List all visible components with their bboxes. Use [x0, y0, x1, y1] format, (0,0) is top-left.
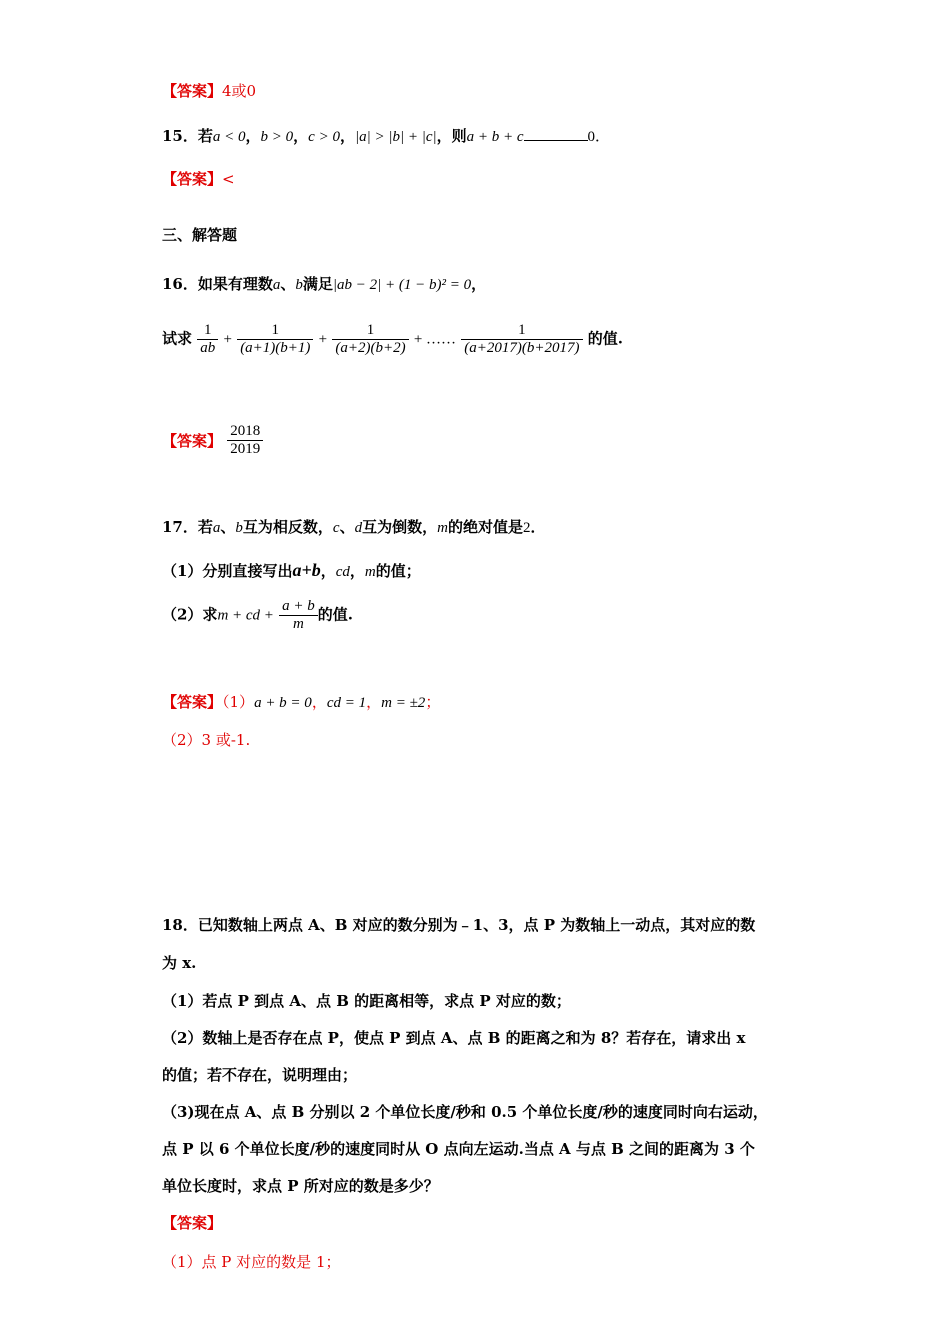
q18-answer-line-1 [162, 1251, 341, 1272]
separator: 、 [280, 275, 296, 293]
var-c: c [332, 520, 340, 536]
var-a: a [272, 277, 281, 293]
answer-blank [524, 126, 588, 141]
part-tail: 的值. [317, 605, 354, 624]
question-number: 16． [162, 275, 198, 293]
question-17-part-2 [162, 598, 353, 633]
answer-tag: 【答案】 [162, 170, 223, 188]
condition-a: a < 0 [212, 129, 246, 145]
question-tail: 0． [587, 129, 611, 145]
fraction-denominator: (a+1)(b+1) [240, 340, 311, 356]
question-18-line [162, 990, 571, 1011]
question-text: 如果有理数 [197, 275, 273, 293]
question-text: 若 [197, 518, 213, 536]
fraction-numerator: 2018 [227, 423, 263, 441]
q18-answer [162, 1212, 222, 1233]
answer-text: （1）点 P 对应的数是 1； [162, 1253, 341, 1271]
question-text: （3)现在点 A、点 B 分别以 2 个单位长度/秒和 0.5 个单位长度/秒的速度同时向右运动， [162, 1103, 768, 1121]
question-18-line [162, 1027, 745, 1048]
answer-tag: 【答案】 [162, 432, 223, 450]
fraction-numerator: 1 [461, 322, 582, 340]
q16-answer [162, 423, 263, 458]
fraction-2 [237, 322, 313, 357]
separator: ， [366, 693, 382, 711]
fraction [279, 598, 318, 633]
answer-tag: 【答案】 [162, 82, 223, 100]
var-m: m [364, 564, 376, 580]
var-a: a [212, 520, 221, 536]
question-17 [162, 516, 546, 537]
answer-expression-1: a + b = 0 [254, 695, 312, 711]
separator: ； [425, 693, 441, 711]
fraction-denominator: 2019 [230, 441, 261, 457]
question-text: 18．已知数轴上两点 A、B 对应的数分别为﹣1、3，点 P 为数轴上一动点，其对应的数 [162, 916, 756, 934]
part-tail: 的值； [375, 562, 421, 580]
fraction-1 [197, 322, 218, 357]
question-text: ，则 [436, 127, 467, 145]
separator: 、 [220, 518, 236, 536]
condition-b: b > 0 [260, 129, 294, 145]
var-b: b [295, 277, 303, 293]
ellipsis: + …… [413, 331, 457, 348]
question-18-line [162, 1101, 768, 1122]
question-18-line [162, 914, 755, 935]
question-text: 的值；若不存在，说明理由； [162, 1066, 358, 1084]
separator: ， [339, 127, 355, 145]
question-text: 点 P 以 6 个单位长度/秒的速度同时从 O 点向左运动.当点 A 与点 B 之间的距离为 3 个 [162, 1140, 755, 1158]
question-text: 试求 [162, 329, 193, 348]
q14-answer [162, 80, 256, 101]
answer-text: （2）3 或-1. [162, 731, 251, 749]
question-number: 17． [162, 518, 198, 536]
fraction-numerator: 1 [332, 322, 408, 340]
period: ． [530, 518, 546, 536]
condition-abs: |a| > |b| + |c| [354, 129, 437, 145]
fraction-denominator: (a+2)(b+2) [335, 340, 406, 356]
part-label: （2）求 [162, 605, 218, 624]
separator: ， [471, 275, 487, 293]
question-number: 15． [162, 127, 198, 145]
section-title-text: 三、解答题 [162, 226, 238, 244]
fraction-denominator: m [293, 616, 304, 632]
value-two: 2 [522, 520, 531, 536]
section-title [162, 224, 237, 245]
var-d: d [354, 520, 363, 536]
fraction-numerator: 1 [197, 322, 218, 340]
q15-answer [162, 168, 235, 189]
question-text: 满足 [302, 275, 333, 293]
separator: ， [245, 127, 261, 145]
fraction-numerator: a + b [279, 598, 318, 616]
question-18-line [162, 1175, 439, 1196]
plus-sign: + [223, 331, 232, 348]
separator: 、 [339, 518, 355, 536]
expression: a + b + c [466, 129, 524, 145]
answer-expression-2: cd = 1 [326, 695, 367, 711]
answer-value: 4或0 [222, 82, 257, 100]
question-text: 互为倒数， [362, 518, 438, 536]
answer-part-label: （1） [222, 693, 255, 711]
question-16-expression [162, 322, 623, 357]
question-text: 为 x. [162, 954, 197, 972]
question-16 [162, 273, 486, 294]
question-text: （2）数轴上是否存在点 P，使点 P 到点 A、点 B 的距离之和为 8？若存在，请求出 x [162, 1029, 746, 1047]
answer-tag: 【答案】 [162, 1214, 223, 1232]
separator: ， [293, 127, 309, 145]
answer-fraction [227, 423, 263, 458]
fraction-3 [332, 322, 408, 357]
plus-sign: + [318, 331, 328, 348]
expression-cd: cd [335, 564, 350, 580]
part-label: （1）分别直接写出 [162, 562, 293, 580]
question-tail: 的值. [587, 329, 623, 348]
question-text: 单位长度时，求点 P 所对应的数是多少？ [162, 1177, 439, 1195]
question-text: 的绝对值是 [447, 518, 523, 536]
question-text: 互为相反数， [242, 518, 333, 536]
question-text: 若 [197, 127, 213, 145]
question-15 [162, 125, 610, 146]
separator: ， [320, 562, 336, 580]
var-m: m [437, 520, 448, 536]
answer-value: < [222, 170, 235, 188]
question-text: （1）若点 P 到点 A、点 B 的距离相等，求点 P 对应的数； [162, 992, 571, 1010]
fraction-denominator: (a+2017)(b+2017) [464, 340, 580, 356]
expression-a-plus-b: a+b [292, 560, 321, 580]
question-18-line [162, 952, 196, 973]
fraction-denominator: ab [200, 340, 216, 356]
separator: ， [311, 693, 327, 711]
condition-equation: |ab − 2| + (1 − b)² = 0 [332, 277, 472, 293]
expression: m + cd + [217, 607, 274, 624]
answer-expression-3: m = ±2 [381, 695, 426, 711]
condition-c: c > 0 [308, 129, 340, 145]
q17-answer [162, 691, 440, 712]
question-17-part-1 [162, 560, 421, 581]
var-b: b [235, 520, 243, 536]
separator: ， [349, 562, 365, 580]
question-18-line [162, 1064, 357, 1085]
answer-tag: 【答案】 [162, 693, 223, 711]
fraction-numerator: 1 [237, 322, 313, 340]
q17-answer-line-2 [162, 729, 250, 750]
question-18-line [162, 1138, 755, 1159]
fraction-4 [461, 322, 582, 357]
